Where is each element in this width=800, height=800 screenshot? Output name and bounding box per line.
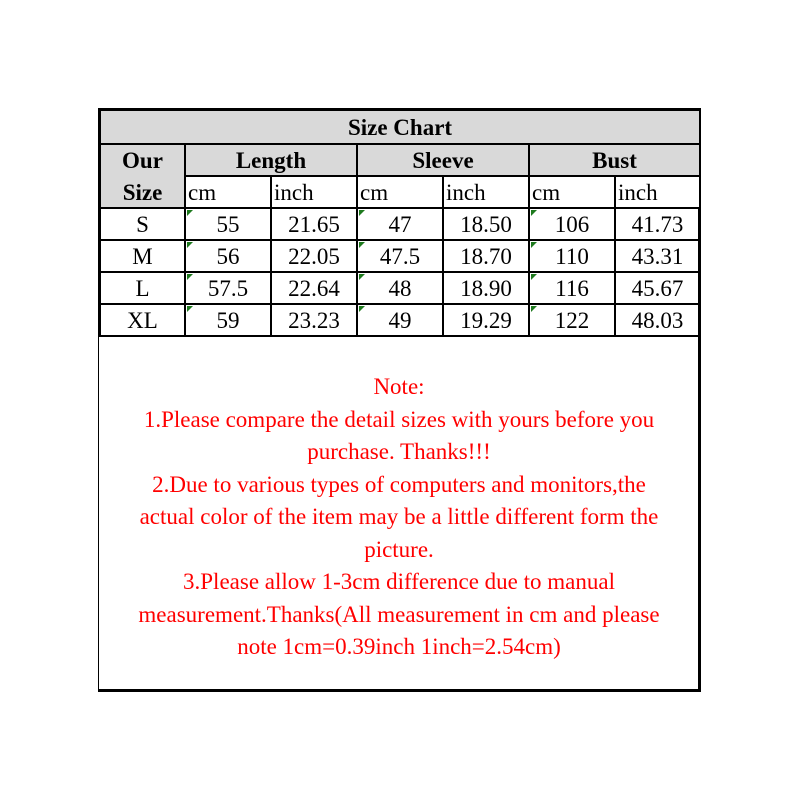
bust-cm-cell: 116	[529, 272, 615, 304]
size-table	[99, 109, 701, 337]
size-label: S	[100, 208, 185, 240]
group-header-length: Length	[185, 144, 357, 176]
unit-header: inch	[615, 176, 700, 208]
size-label: M	[100, 240, 185, 272]
size-header-line2: Size	[122, 179, 163, 205]
note-line: measurement.Thanks(All measurement in cm and please	[138, 601, 660, 627]
bust-cm-cell: 106	[529, 208, 615, 240]
sleeve-inch-cell: 18.50	[443, 208, 529, 240]
bust-inch-cell: 48.03	[615, 304, 700, 336]
table-row	[100, 240, 700, 272]
note-line: purchase. Thanks!!!	[307, 439, 491, 464]
length-cm-cell: 56	[185, 240, 271, 272]
table-row	[100, 304, 700, 336]
bust-cm-cell: 122	[529, 304, 615, 336]
sleeve-cm-cell: 47.5	[357, 240, 443, 272]
note-line: 1.Please compare the detail sizes with yours before you	[143, 406, 655, 432]
size-label: XL	[100, 304, 185, 336]
unit-header: cm	[185, 176, 271, 208]
length-inch-cell: 23.23	[271, 304, 357, 336]
sleeve-cm-cell: 49	[357, 304, 443, 336]
size-column-header	[100, 144, 185, 208]
sleeve-inch-cell: 18.90	[443, 272, 529, 304]
bust-inch-cell: 43.31	[615, 240, 700, 272]
note-line: note 1cm=0.39inch 1inch=2.54cm)	[237, 634, 561, 659]
bust-inch-cell: 41.73	[615, 208, 700, 240]
table-row	[100, 272, 700, 304]
table-title: Size Chart	[100, 110, 700, 144]
length-cm-cell: 55	[185, 208, 271, 240]
group-header-bust: Bust	[529, 144, 700, 176]
size-header-line1: Our	[122, 147, 163, 173]
note-line: 2.Due to various types of computers and monitors,the	[152, 471, 646, 497]
sleeve-cm-cell: 47	[357, 208, 443, 240]
length-inch-cell: 22.05	[271, 240, 357, 272]
size-label: L	[100, 272, 185, 304]
bust-inch-cell: 45.67	[615, 272, 700, 304]
note-block	[99, 371, 699, 664]
note-line: actual color of the item may be a little different form the	[139, 504, 659, 529]
note-line: picture.	[364, 536, 434, 562]
bust-cm-cell: 110	[529, 240, 615, 272]
length-inch-cell: 21.65	[271, 208, 357, 240]
sleeve-cm-cell: 48	[357, 272, 443, 304]
sleeve-inch-cell: 18.70	[443, 240, 529, 272]
group-header-sleeve: Sleeve	[357, 144, 529, 176]
note-heading: Note:	[373, 374, 425, 399]
note-line: 3.Please allow 1-3cm difference due to manual	[183, 569, 615, 594]
table-row	[100, 208, 700, 240]
length-cm-cell: 59	[185, 304, 271, 336]
sleeve-inch-cell: 19.29	[443, 304, 529, 336]
length-cm-cell: 57.5	[185, 272, 271, 304]
length-inch-cell: 22.64	[271, 272, 357, 304]
size-chart	[98, 108, 701, 692]
unit-header: inch	[443, 176, 529, 208]
unit-header: cm	[529, 176, 615, 208]
unit-header: inch	[271, 176, 357, 208]
unit-header: cm	[357, 176, 443, 208]
